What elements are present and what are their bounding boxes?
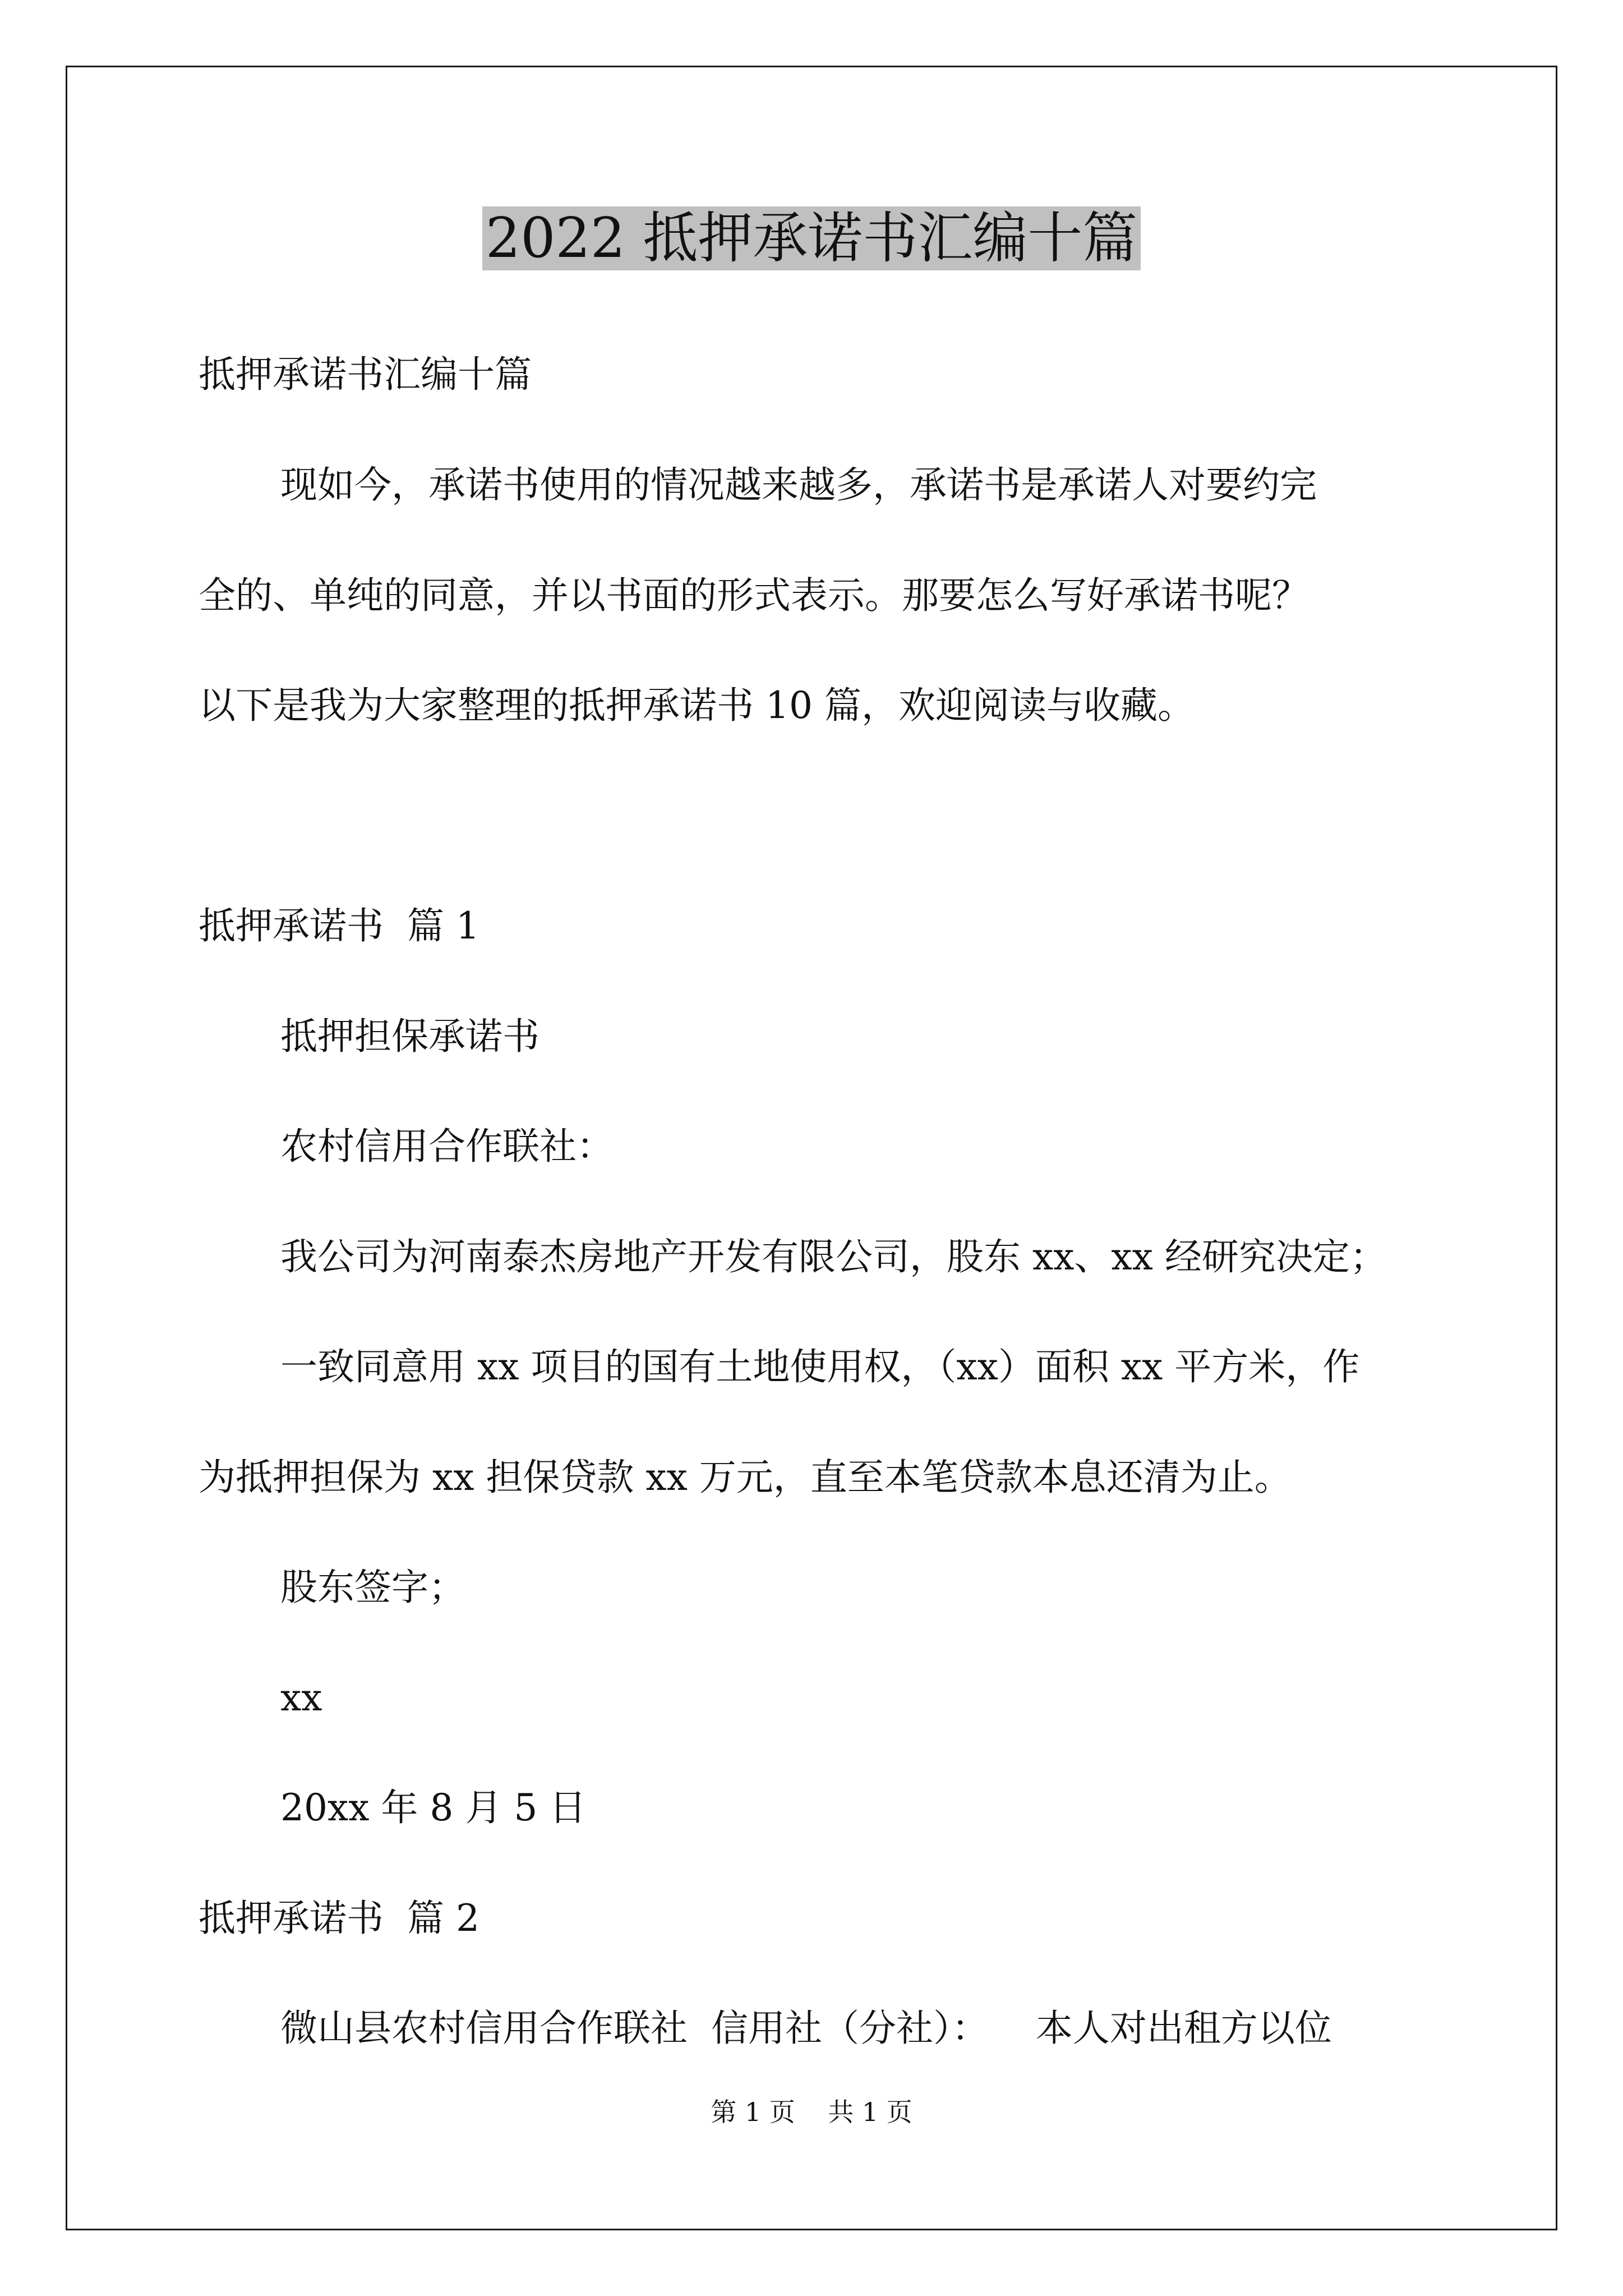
section-2-body-line-1: 微山县农村信用合作联社 信用社（分社）： 本人对出租方以位 xyxy=(280,2007,1332,2050)
section-heading-1: 抵押承诺书 篇 1 xyxy=(199,904,479,947)
title-text: 2022 抵押承诺书汇编十篇 xyxy=(482,206,1141,270)
section-1-date: 20xx 年 8 月 5 日 xyxy=(280,1786,587,1829)
section-1-title: 抵押担保承诺书 xyxy=(280,1015,540,1058)
section-heading-2: 抵押承诺书 篇 2 xyxy=(199,1897,479,1940)
intro-heading: 抵押承诺书汇编十篇 xyxy=(199,353,532,396)
intro-paragraph-line-3: 以下是我为大家整理的抵押承诺书 10 篇，欢迎阅读与收藏。 xyxy=(199,684,1195,727)
intro-paragraph-line-1: 现如今，承诺书使用的情况越来越多，承诺书是承诺人对要约完 xyxy=(280,463,1317,507)
section-1-signer: xx xyxy=(280,1676,322,1719)
intro-paragraph-line-2: 全的、单纯的同意，并以书面的形式表示。那要怎么写好承诺书呢？ xyxy=(199,574,1309,617)
page-footer: 第 1 页 共 1 页 xyxy=(711,2097,912,2127)
section-1-body-line-3: 为抵押担保为 xx 担保贷款 xx 万元，直至本笔贷款本息还清为止。 xyxy=(199,1456,1292,1499)
section-1-body-line-2: 一致同意用 xx 项目的国有土地使用权，（xx）面积 xx 平方米，作 xyxy=(280,1345,1360,1388)
section-1-addressee: 农村信用合作联社： xyxy=(280,1125,614,1168)
section-1-signature-label: 股东签字； xyxy=(280,1566,465,1609)
document-title xyxy=(0,199,1623,278)
section-1-body-line-1: 我公司为河南泰杰房地产开发有限公司，股东 xx、xx 经研究决定； xyxy=(280,1235,1387,1278)
